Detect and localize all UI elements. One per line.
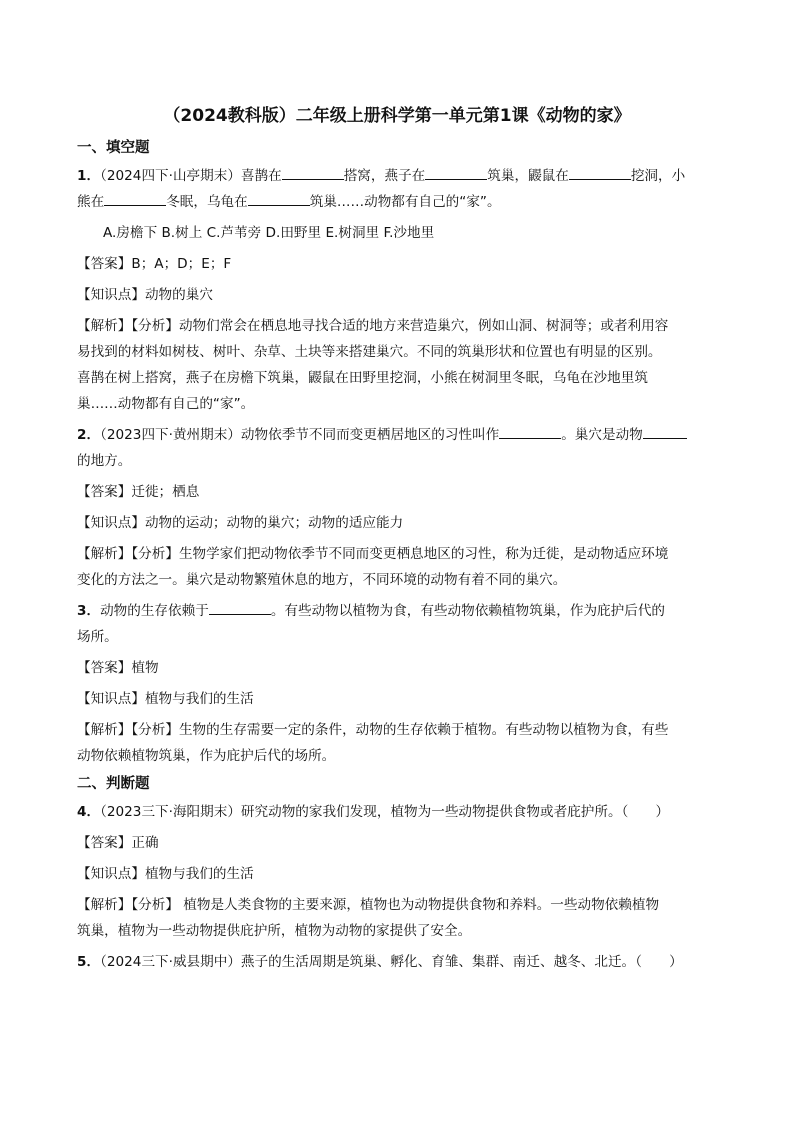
question-1-options xyxy=(77,220,721,246)
answer-blank xyxy=(282,166,344,180)
answer xyxy=(77,830,721,856)
question-text: 熊在 xyxy=(77,194,105,210)
question-text: （2024四下·山亭期末）喜鹊在 xyxy=(100,168,282,184)
analysis xyxy=(77,892,721,944)
question-text: （2023四下·黄州期末）动物依季节不同而变更栖居地区的习性叫作 xyxy=(100,427,500,443)
knowledge-point-tag: 【知识点】 xyxy=(77,287,145,303)
analysis-text: 动物们常会在栖息地寻找合适的地方来营造巢穴，例如山洞、树洞等；或者利用容 xyxy=(178,318,669,334)
knowledge-point-text: 动物的运动；动物的巢穴；动物的适应能力 xyxy=(144,515,404,531)
analysis-text: 巢……动物都有自己的“家”。 xyxy=(77,396,255,412)
question-text: 挖洞，小 xyxy=(630,168,686,184)
knowledge-point-tag: 【知识点】 xyxy=(77,866,145,882)
answer xyxy=(77,479,721,505)
question-1-line-2 xyxy=(77,189,721,215)
answer-tag: 【答案】 xyxy=(77,660,132,676)
answer-text: B；A；D；E；F xyxy=(131,256,232,272)
question-text: 搭窝，燕子在 xyxy=(343,168,426,184)
question-text: 筑巢……动物都有自己的“家”。 xyxy=(309,194,501,210)
answer-blank xyxy=(104,192,166,206)
answer xyxy=(77,251,721,277)
question-text: 动物的生存依赖于 xyxy=(100,603,209,619)
analysis-text: 生物的生存需要一定的条件，动物的生存依赖于植物。有些动物以植物为食，有些 xyxy=(178,722,669,738)
answer-blank xyxy=(209,601,271,615)
question-number: 5． xyxy=(77,954,101,970)
analysis-tag: 【解析】【分析】 xyxy=(77,897,179,913)
answer-tag: 【答案】 xyxy=(77,484,132,500)
answer-blank xyxy=(643,425,687,439)
question-5 xyxy=(77,949,721,975)
content xyxy=(77,138,721,980)
answer-blank xyxy=(248,192,310,206)
knowledge-point xyxy=(77,861,721,887)
question-number: 1． xyxy=(77,168,101,184)
answer-text: 迁徙；栖息 xyxy=(131,484,200,500)
question-1-line-1 xyxy=(77,163,721,189)
analysis-tag: 【解析】【分析】 xyxy=(77,318,179,334)
options-text: A.房檐下 B.树上 C.芦苇旁 D.田野里 E.树洞里 F.沙地里 xyxy=(103,225,435,241)
analysis xyxy=(77,717,721,769)
question-text: 的地方。 xyxy=(77,453,132,469)
knowledge-point xyxy=(77,282,721,308)
answer-tag: 【答案】 xyxy=(77,835,132,851)
question-1 xyxy=(77,163,721,215)
question-2 xyxy=(77,422,721,474)
analysis xyxy=(77,541,721,593)
question-text: 冬眠，乌龟在 xyxy=(166,194,248,210)
answer xyxy=(77,655,721,681)
question-4 xyxy=(77,799,721,825)
knowledge-point-text: 动物的巢穴 xyxy=(144,287,213,303)
analysis-text: 生物学家们把动物依季节不同而变更栖息地区的习性，称为迁徙，是动物适应环境 xyxy=(178,546,669,562)
knowledge-point xyxy=(77,686,721,712)
answer-blank xyxy=(569,166,631,180)
question-3 xyxy=(77,598,721,650)
analysis-text: 变化的方法之一。巢穴是动物繁殖休息的地方，不同环境的动物有着不同的巢穴。 xyxy=(77,572,567,588)
section-true-false: 二、判断题 xyxy=(77,776,150,792)
knowledge-point xyxy=(77,510,721,536)
question-number: 3． xyxy=(77,603,101,619)
question-text: （2024三下·威县期中）燕子的生活周期是筑巢、孵化、育雏、集群、南迁、越冬、北迁。（ ） xyxy=(100,954,683,970)
analysis-text: 动物依赖植物筑巢，作为庇护后代的场所。 xyxy=(77,748,336,764)
analysis-tag: 【解析】【分析】 xyxy=(77,546,179,562)
analysis-text: 易找到的材料如树枝、树叶、杂草、土块等来搭建巢穴。不同的筑巢形状和位置也有明显的区别。 xyxy=(77,344,662,360)
analysis xyxy=(77,313,721,417)
analysis-tag: 【解析】【分析】 xyxy=(77,722,179,738)
question-number: 2． xyxy=(77,427,101,443)
question-text: 场所。 xyxy=(77,629,118,645)
knowledge-point-text: 植物与我们的生活 xyxy=(144,691,254,707)
answer-blank xyxy=(499,425,561,439)
knowledge-point-tag: 【知识点】 xyxy=(77,515,145,531)
analysis-text: 喜鹊在树上搭窝，燕子在房檐下筑巢，鼹鼠在田野里挖洞，小熊在树洞里冬眠，乌龟在沙地里筑 xyxy=(77,370,648,386)
page-title: （2024教科版）二年级上册科学第一单元第1课《动物的家》 xyxy=(163,106,631,126)
question-text: （2023三下·海阳期末）研究动物的家我们发现，植物为一些动物提供食物或者庇护所。（ ） xyxy=(100,804,670,820)
analysis-text: 筑巢，植物为一些动物提供庇护所，植物为动物的家提供了安全。 xyxy=(77,923,472,939)
question-text: 。巢穴是动物 xyxy=(561,427,643,443)
section-fill-in: 一、填空题 xyxy=(77,140,150,156)
answer-text: 植物 xyxy=(131,660,159,676)
question-text: 。有些动物以植物为食，有些动物依赖植物筑巢，作为庇护后代的 xyxy=(270,603,666,619)
question-number: 4． xyxy=(77,804,101,820)
answer-blank xyxy=(425,166,487,180)
question-text: 筑巢，鼹鼠在 xyxy=(487,168,569,184)
knowledge-point-text: 植物与我们的生活 xyxy=(144,866,254,882)
answer-text: 正确 xyxy=(131,835,159,851)
answer-tag: 【答案】 xyxy=(77,256,132,272)
analysis-text: 植物是人类食物的主要来源，植物也为动物提供食物和养料。一些动物依赖植物 xyxy=(178,897,660,913)
knowledge-point-tag: 【知识点】 xyxy=(77,691,145,707)
